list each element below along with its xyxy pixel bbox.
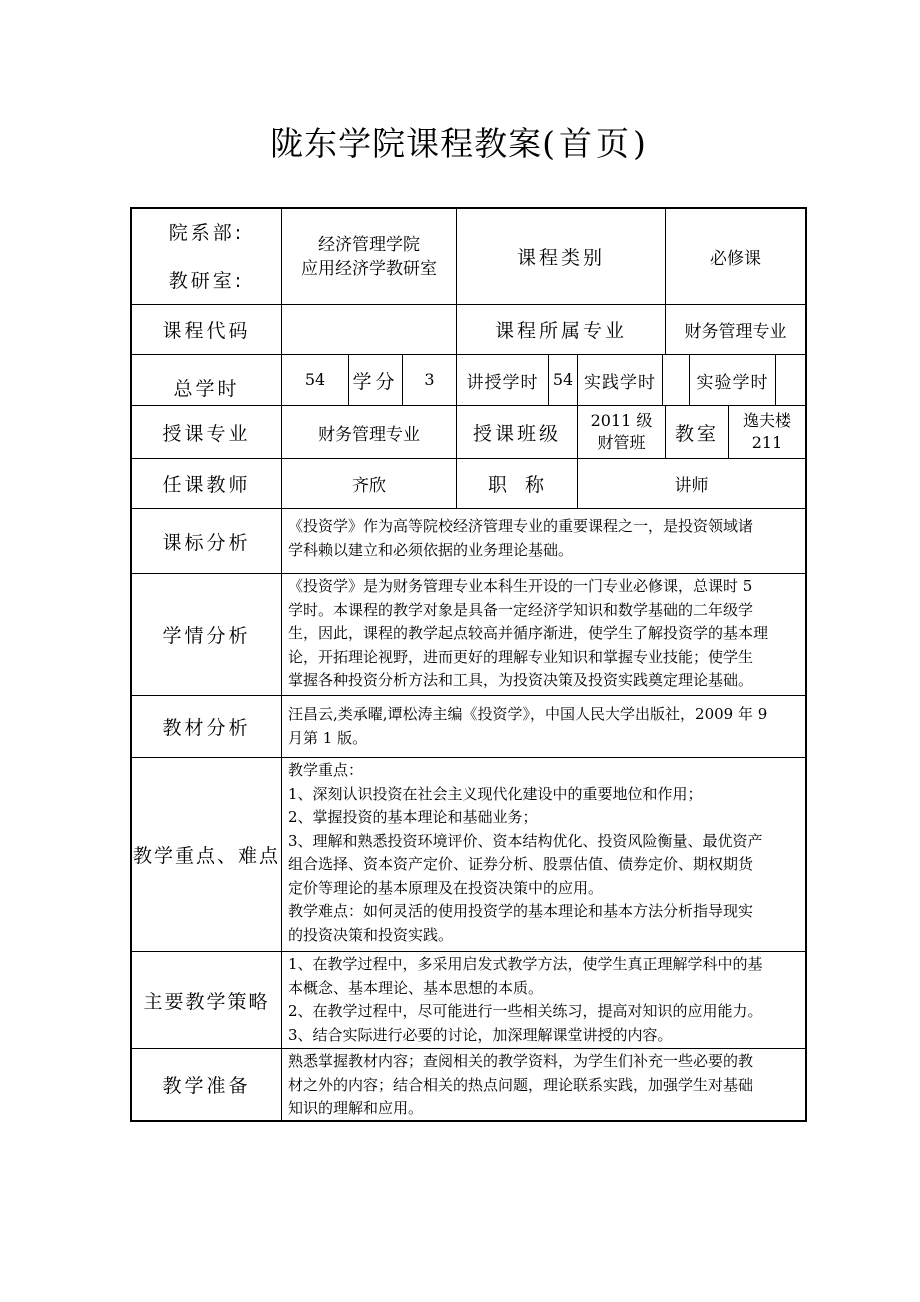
class-label: 授课班级: [472, 422, 561, 445]
preparation-label: 教学准备: [162, 1075, 251, 1097]
text-line: 《投资学》是为财务管理专业本科生开设的一门专业必修课，总课时 5: [288, 577, 753, 595]
title-suffix: (首页): [542, 124, 650, 163]
text-line: 论，开拓理论视野，进而更好的理解专业知识和掌握专业技能；使学生: [288, 647, 754, 666]
teacher-value: 齐欣: [352, 476, 386, 496]
room-value-number: 211: [751, 433, 783, 452]
dept-label-cell: [132, 209, 281, 304]
credit-value: 3: [424, 370, 435, 389]
text-line: 掌握各种投资分析方法和工具，为投资决策及投资实践奠定理论基础。: [288, 671, 754, 689]
text-line: 汪昌云,类承曜,谭松涛主编《投资学》，中国人民大学出版社，2009 年 9: [288, 705, 768, 723]
class-value-cell: [578, 406, 665, 458]
standard-text: [282, 515, 805, 562]
text-line: 1、在教学过程中，多采用启发式教学方法，使学生真正理解学科中的基: [288, 955, 763, 973]
practice-hours-label: 实践学时: [584, 372, 656, 393]
strategy-label: 主要教学策略: [143, 990, 270, 1013]
room-value-building: 逸夫楼: [742, 411, 791, 430]
text-line: 1、深刻认识投资在社会主义现代化建设中的重要地位和作用；: [288, 784, 703, 803]
textbook-label: 教材分析: [162, 717, 251, 739]
text-line: 3、结合实际进行必要的讨论，加深理解课堂讲授的内容。: [288, 1025, 673, 1044]
class-value-grade: 2011 级: [590, 411, 653, 430]
preparation-text: [282, 1050, 805, 1121]
lab-hours-label: 实验学时: [696, 372, 769, 393]
total-hours-label: 总学时: [173, 377, 240, 400]
practice-hours-value: [663, 355, 689, 405]
rank-label: 职 称: [487, 474, 547, 496]
room-label: 教室: [674, 422, 719, 445]
strategy-text: [282, 953, 805, 1047]
room-value-cell: [729, 406, 805, 458]
text-line: 熟悉掌握教材内容；查阅相关的教学资料，为学生们补充一些必要的教: [288, 1052, 754, 1070]
course-type-label: 课程类别: [516, 247, 605, 269]
students-text: [282, 575, 805, 693]
key-points-text: [282, 759, 805, 947]
text-line: 月第 1 版。: [288, 728, 368, 747]
standard-label: 课标分析: [162, 531, 251, 554]
page-title: [0, 118, 920, 165]
text-line: 教学难点：如何灵活的使用投资学的基本理论和基本方法分析指导现实: [288, 902, 754, 920]
text-line: 学时。本课程的教学对象是具备一定经济学知识和数学基础的二年级学: [288, 600, 754, 619]
office-value: 应用经济学教研室: [301, 258, 437, 279]
rank-value: 讲师: [674, 476, 709, 496]
textbook-text: [282, 703, 805, 750]
course-type-value: 必修课: [710, 249, 761, 269]
teaching-major-label: 授课专业: [162, 422, 251, 445]
course-code-label: 课程代码: [162, 320, 251, 342]
key-points-label: 教学重点、难点: [132, 845, 280, 867]
text-line: 知识的理解和应用。: [288, 1099, 424, 1117]
title-main: 陇东学院课程教案: [270, 124, 543, 163]
dept-value-cell: [282, 209, 456, 304]
text-line: 定价等理论的基本原理及在投资决策中的应用。: [288, 878, 604, 897]
class-value-name: 财管班: [597, 433, 646, 452]
lesson-plan-table: [130, 207, 807, 1122]
dept-value: 经济管理学院: [318, 234, 420, 255]
table-border-right: [805, 207, 807, 1122]
teacher-label: 任课教师: [162, 474, 251, 496]
course-code-value: [282, 305, 456, 354]
major-label: 课程所属专业: [494, 320, 627, 342]
text-line: 2、在教学过程中，尽可能进行一些相关练习，提高对知识的应用能力。: [288, 1002, 763, 1020]
total-hours-value: 54: [304, 370, 326, 389]
office-label: 教研室:: [168, 269, 245, 292]
text-line: 生，因此，课程的教学起点较高并循序渐进，使学生了解投资学的基本理: [288, 624, 769, 642]
text-line: 教学重点：: [288, 761, 364, 779]
text-line: 3、理解和熟悉投资环境评价、资本结构优化、投资风险衡量、最优资产: [288, 831, 763, 850]
text-line: 2、掌握投资的基本理论和基础业务；: [288, 808, 538, 826]
text-line: 本概念、基本理论、基本思想的本质。: [288, 978, 544, 997]
text-line: 学科赖以建立和必须依据的业务理论基础。: [288, 540, 574, 559]
text-line: 材之外的内容；结合相关的热点问题，理论联系实践，加强学生对基础: [288, 1075, 754, 1094]
teaching-major-value: 财务管理专业: [318, 424, 420, 445]
text-line: 组合选择、资本资产定价、证券分析、股票估值、债券定价、期权期货: [288, 855, 754, 873]
credit-label: 学分: [352, 370, 399, 393]
lecture-hours-value: 54: [552, 370, 574, 389]
lecture-hours-label: 讲授学时: [466, 372, 539, 393]
text-line: 的投资决策和投资实践。: [288, 925, 454, 944]
major-value: 财务管理专业: [684, 322, 787, 342]
text-line: 《投资学》作为高等院校经济管理专业的重要课程之一，是投资领域诸: [288, 517, 754, 535]
dept-label: 院系部:: [168, 221, 245, 244]
lab-hours-value: [776, 355, 805, 405]
students-label: 学情分析: [162, 625, 251, 647]
